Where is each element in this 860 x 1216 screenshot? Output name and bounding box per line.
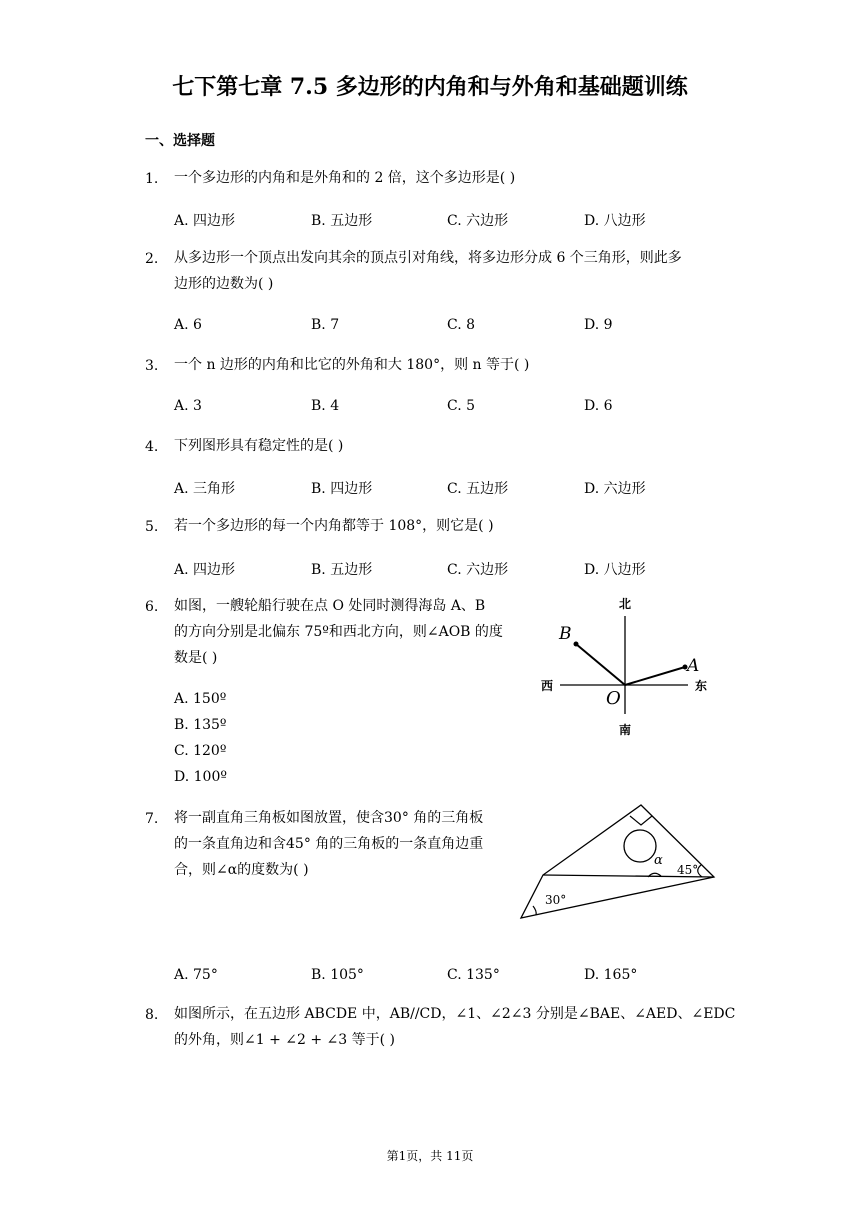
question-number: 5.: [145, 519, 159, 535]
option-c: C. 六边形: [447, 213, 509, 229]
option-b: B. 105°: [311, 967, 364, 983]
angle-45-label: 45°: [677, 863, 699, 877]
option-a: A. 75°: [174, 967, 218, 983]
east-label: 东: [695, 679, 708, 693]
option-d: D. 八边形: [584, 562, 646, 578]
question-text: 若一个多边形的每一个内角都等于 108°，则它是( ): [174, 518, 494, 534]
compass-bearing-figure: [530, 596, 740, 741]
north-label: 北: [619, 597, 632, 611]
label-o: O: [606, 688, 621, 709]
set-square-figure: [518, 800, 720, 924]
option-b: B. 四边形: [311, 481, 373, 497]
question-number: 3.: [145, 358, 159, 374]
question-text: 的一条直角边和含45° 角的三角板的一条直角边重: [174, 836, 484, 852]
question-text: 如图，一艘轮船行驶在点 O 处同时测得海岛 A、B: [174, 598, 486, 614]
label-b: B: [559, 624, 572, 644]
question-text: 一个多边形的内角和是外角和的 2 倍，这个多边形是( ): [174, 170, 516, 186]
question-text: 数是( ): [174, 650, 218, 666]
set-square-hole: [624, 830, 656, 862]
south-label: 南: [619, 723, 632, 737]
question-text: 从多边形一个顶点出发向其余的顶点引对角线，将多边形分成 6 个三角形，则此多: [174, 250, 682, 266]
option-c: C. 五边形: [447, 481, 509, 497]
option-b: B. 4: [311, 398, 340, 414]
option-a: A. 三角形: [174, 481, 236, 497]
right-angle-mark: [630, 816, 652, 825]
alpha-label: α: [654, 853, 663, 868]
option-d: D. 六边形: [584, 481, 646, 497]
angle-30-arc: [533, 906, 536, 915]
page-footer: 第1页，共 11页: [386, 1149, 474, 1163]
option-b: B. 五边形: [311, 213, 373, 229]
question-text: 将一副直角三角板如图放置，使含30° 角的三角板: [174, 810, 484, 826]
question-text: 的方向分别是北偏东 75º和西北方向，则∠AOB 的度: [174, 624, 503, 640]
option-a: A. 150º: [174, 691, 227, 707]
option-b: B. 7: [311, 317, 340, 333]
label-a: A: [687, 656, 700, 676]
angle-45-arc: [698, 865, 702, 877]
question-number: 1.: [145, 171, 159, 187]
question-number: 2.: [145, 251, 159, 267]
question-number: 7.: [145, 811, 159, 827]
option-a: A. 四边形: [174, 562, 236, 578]
question-text: 如图所示，在五边形 ABCDE 中，AB//CD，∠1、∠2∠3 分别是∠BAE、∠AED、∠EDC: [174, 1006, 736, 1022]
question-number: 6.: [145, 599, 159, 615]
option-a: A. 6: [174, 317, 202, 333]
option-d: D. 100º: [174, 769, 227, 785]
ray-ob: [576, 644, 625, 685]
option-b: B. 五边形: [311, 562, 373, 578]
option-c: C. 5: [447, 398, 476, 414]
page-title: 七下第七章 7.5 多边形的内角和与外角和基础题训练: [172, 74, 688, 100]
question-text: 一个 n 边形的内角和比它的外角和大 180°，则 n 等于( ): [174, 357, 530, 373]
option-a: A. 四边形: [174, 213, 236, 229]
point-b: [574, 642, 579, 647]
option-d: D. 9: [584, 317, 613, 333]
question-text: 下列图形具有稳定性的是( ): [174, 438, 344, 454]
ray-oa: [625, 667, 685, 685]
angle-30-label: 30°: [545, 893, 567, 907]
option-c: C. 六边形: [447, 562, 509, 578]
option-b: B. 135º: [174, 717, 227, 733]
question-text: 边形的边数为( ): [174, 276, 274, 292]
option-c: C. 120º: [174, 743, 227, 759]
question-text: 的外角，则∠1 + ∠2 + ∠3 等于( ): [174, 1032, 395, 1048]
question-text: 合，则∠α的度数为( ): [174, 862, 309, 878]
option-d: D. 6: [584, 398, 613, 414]
section-heading: 一、选择题: [145, 133, 215, 149]
option-d: D. 八边形: [584, 213, 646, 229]
option-c: C. 8: [447, 317, 476, 333]
option-a: A. 3: [174, 398, 202, 414]
option-c: C. 135°: [447, 967, 500, 983]
west-label: 西: [541, 679, 554, 693]
question-number: 4.: [145, 439, 159, 455]
option-d: D. 165°: [584, 967, 638, 983]
question-number: 8.: [145, 1007, 159, 1023]
